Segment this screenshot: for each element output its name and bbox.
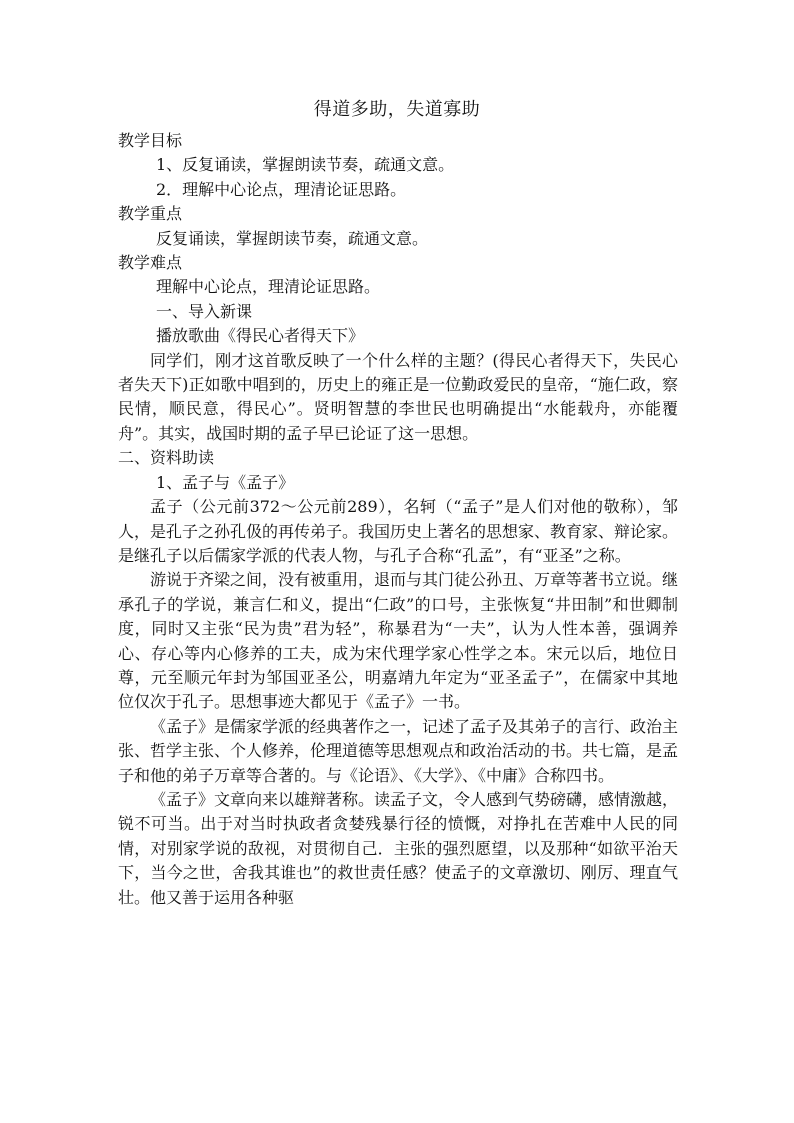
paragraph-mencius-style: 《孟子》文章向来以雄辩著称。读孟子文，令人感到气势磅礴，感情激越，锐不可当。出于对当时执政者贪婪残暴行径的愤慨，对挣扎在苦难中人民的同情，对别家学说的敌视，对贯彻自己．主张的强烈愿望，以及那种“如欲平治天下，当今之世，舍我其谁也”的救世责任感？使孟子的文章激切、刚厉、理直气壮。他又善于运用各种驱 bbox=[118, 789, 679, 907]
key-points-heading: 教学重点 bbox=[118, 204, 183, 224]
paragraph-mencius-travel: 游说于齐梁之间，没有被重用，退而与其门徒公孙丑、万章等著书立说。继承孔子的学说，兼言仁和义，提出“仁政”的口号，主张恢复“井田制”和世卿制度，同时又主张“民为贵”君为轻”，称暴君为“一夫”，认为人性本善，强调养心、存心等内心修养的工夫，成为宋代理学家心性学之本。宋元以后，地位日尊，元至顺元年封为邹国亚圣公，明嘉靖九年定为“亚圣孟子”，在儒家中其地位仅次于孔子。思想事迹大都见于《孟子》一书。 bbox=[118, 570, 679, 712]
key-points-text: 反复诵读，掌握朗读节奏，疏通文意。 bbox=[156, 228, 429, 248]
section-2-subheading: 1、孟子与《孟子》 bbox=[156, 472, 295, 492]
section-2-heading: 二、资料助读 bbox=[118, 448, 215, 468]
section-1-paragraph: 同学们，刚才这首歌反映了一个什么样的主题？(得民心者得天下，失民心者失天下)正如歌中唱到的，历史上的雍正是一位勤政爱民的皇帝，“施仁政，察民情，顺民意，得民心”。贤明智慧的李世民也明确提出“水能载舟，亦能覆舟”。其实，战国时期的孟子早已论证了这一思想。 bbox=[118, 350, 678, 443]
paragraph-mencius-book: 《孟子》是儒家学派的经典著作之一，记述了孟子及其弟子的言行、政治主张、哲学主张、个人修养，伦理道德等思想观点和政治活动的书。共七篇，是孟子和他的弟子万章等合著的。与《论语》、《大学》、《中庸》合称四书。 bbox=[118, 716, 679, 785]
document-title: 得道多助，失道寡助 bbox=[313, 99, 481, 120]
difficult-points-text: 理解中心论点，理清论证思路。 bbox=[156, 277, 381, 297]
goal-item-1: 1、反复诵读，掌握朗读节奏，疏通文意。 bbox=[156, 155, 455, 175]
section-1-heading: 一、导入新课 bbox=[156, 301, 253, 321]
goals-heading: 教学目标 bbox=[118, 131, 183, 150]
document-body bbox=[118, 129, 678, 910]
paragraph-mencius-intro: 孟子（公元前372～公元前289），名轲（“孟子”是人们对他的敬称），邹人，是孔子之孙孔伋的再传弟子。我国历史上著名的思想家、教育家、辩论家。是继孔子以后儒家学派的代表人物，与孔子合称“孔孟”，有“亚圣”之称。 bbox=[118, 497, 679, 565]
difficult-points-heading: 教学难点 bbox=[118, 253, 183, 273]
section-1-song: 播放歌曲《得民心者得天下》 bbox=[156, 326, 365, 346]
goal-item-2: 2．理解中心论点，理清论证思路。 bbox=[156, 179, 407, 199]
